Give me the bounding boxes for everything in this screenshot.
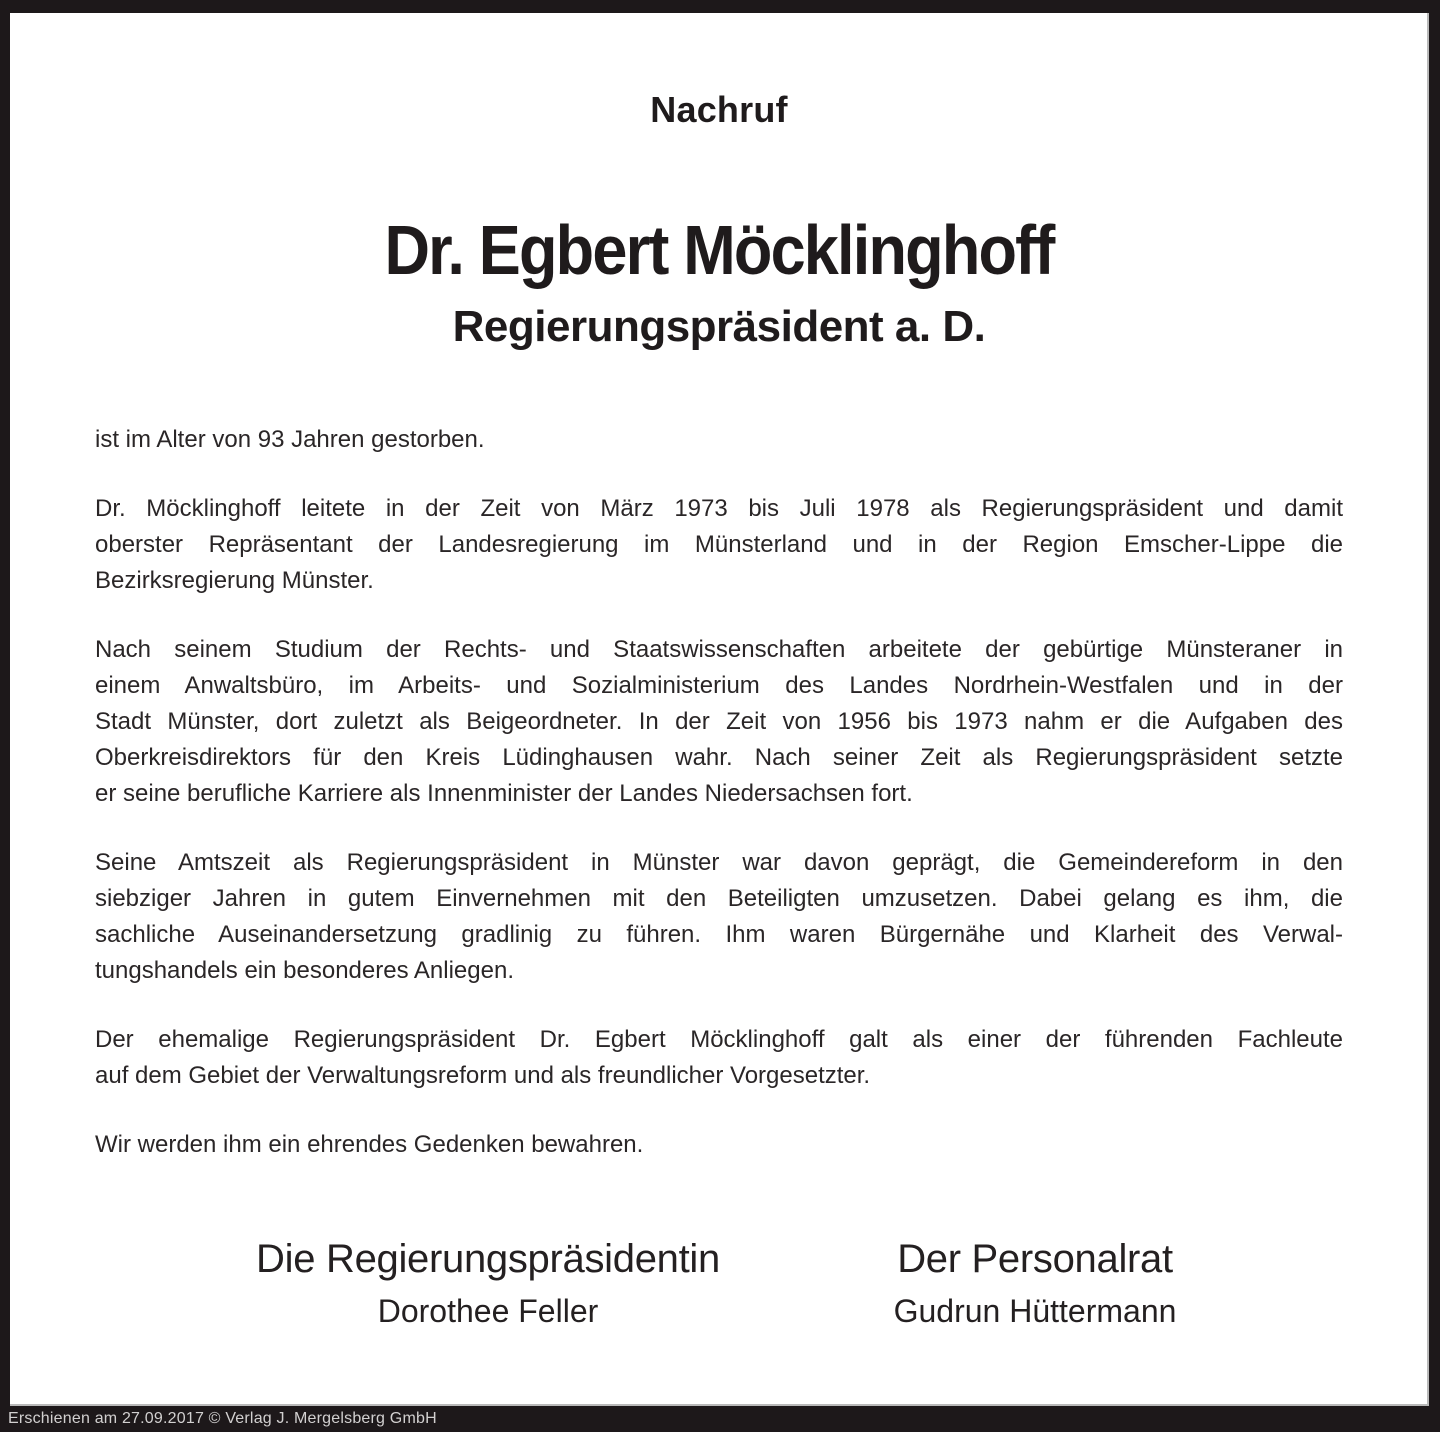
paragraph	[95, 845, 1343, 989]
text-line: auf dem Gebiet der Verwaltungsreform und als freundlicher Vorgesetzter.	[95, 1061, 871, 1089]
text-line: er seine berufliche Karriere als Innenminister der Landes Niedersachsen fort.	[95, 779, 913, 807]
text-line: tungshandels ein besonderes Anliegen.	[95, 956, 514, 984]
text-line: Wir werden ihm ein ehrendes Gedenken bewahren.	[95, 1130, 644, 1158]
text-line: Oberkreisdirektors für den Kreis Lüdinghausen wahr. Nach seiner Zeit als Regierungspräsident setzte	[95, 743, 1343, 771]
paragraph	[95, 422, 1343, 458]
signature-name: Gudrun Hüttermann	[893, 1292, 1177, 1329]
text-line: Dr. Möcklinghoff leitete in der Zeit von März 1973 bis Juli 1978 als Regierungspräsident und damit	[95, 494, 1343, 522]
deceased-name: Dr. Egbert Möcklinghoff	[384, 211, 1054, 290]
paragraph	[95, 632, 1343, 812]
deceased-title: Regierungspräsident a. D.	[452, 302, 986, 352]
text-line: Nach seinem Studium der Rechts- und Staatswissenschaften arbeitete der gebürtige Münsteraner in	[95, 635, 1343, 663]
text-line: Stadt Münster, dort zuletzt als Beigeordneter. In der Zeit von 1956 bis 1973 nahm er die Aufgaben des	[95, 707, 1343, 735]
publisher-imprint: Erschienen am 27.09.2017 © Verlag J. Mergelsberg GmbH	[8, 1409, 437, 1427]
signature-role: Der Personalrat	[897, 1236, 1173, 1281]
signature-right	[894, 1235, 1177, 1330]
obituary-page	[10, 13, 1429, 1406]
paragraph	[95, 491, 1343, 599]
signature-name: Dorothee Feller	[377, 1292, 599, 1329]
text-line: sachliche Auseinandersetzung gradlinig zu führen. Ihm waren Bürgernähe und Klarheit des Verwal-	[95, 920, 1343, 948]
signature-row	[95, 1235, 1343, 1345]
text-line: ist im Alter von 93 Jahren gestorben.	[95, 425, 485, 453]
text-line: siebziger Jahren in gutem Einvernehmen mit den Beteiligten umzusetzen. Dabei gelang es ihm, die	[95, 884, 1343, 912]
signature-role: Die Regierungspräsidentin	[256, 1236, 720, 1281]
kicker-nachruf: Nachruf	[650, 89, 788, 130]
text-line: Bezirksregierung Münster.	[95, 566, 374, 594]
text-line: einem Anwaltsbüro, im Arbeits- und Sozialministerium des Landes Nordrhein-Westfalen und in der	[95, 671, 1343, 699]
obituary-body	[95, 422, 1343, 1163]
text-line: Der ehemalige Regierungspräsident Dr. Egbert Möcklinghoff galt als einer der führenden Fachleute	[95, 1025, 1343, 1053]
paragraph	[95, 1127, 1343, 1163]
text-line: oberster Repräsentant der Landesregierung im Münsterland und in der Region Emscher-Lippe die	[95, 530, 1343, 558]
signature-left	[256, 1235, 720, 1330]
paragraph	[95, 1022, 1343, 1094]
text-line: Seine Amtszeit als Regierungspräsident in Münster war davon geprägt, die Gemeindereform in den	[95, 848, 1343, 876]
